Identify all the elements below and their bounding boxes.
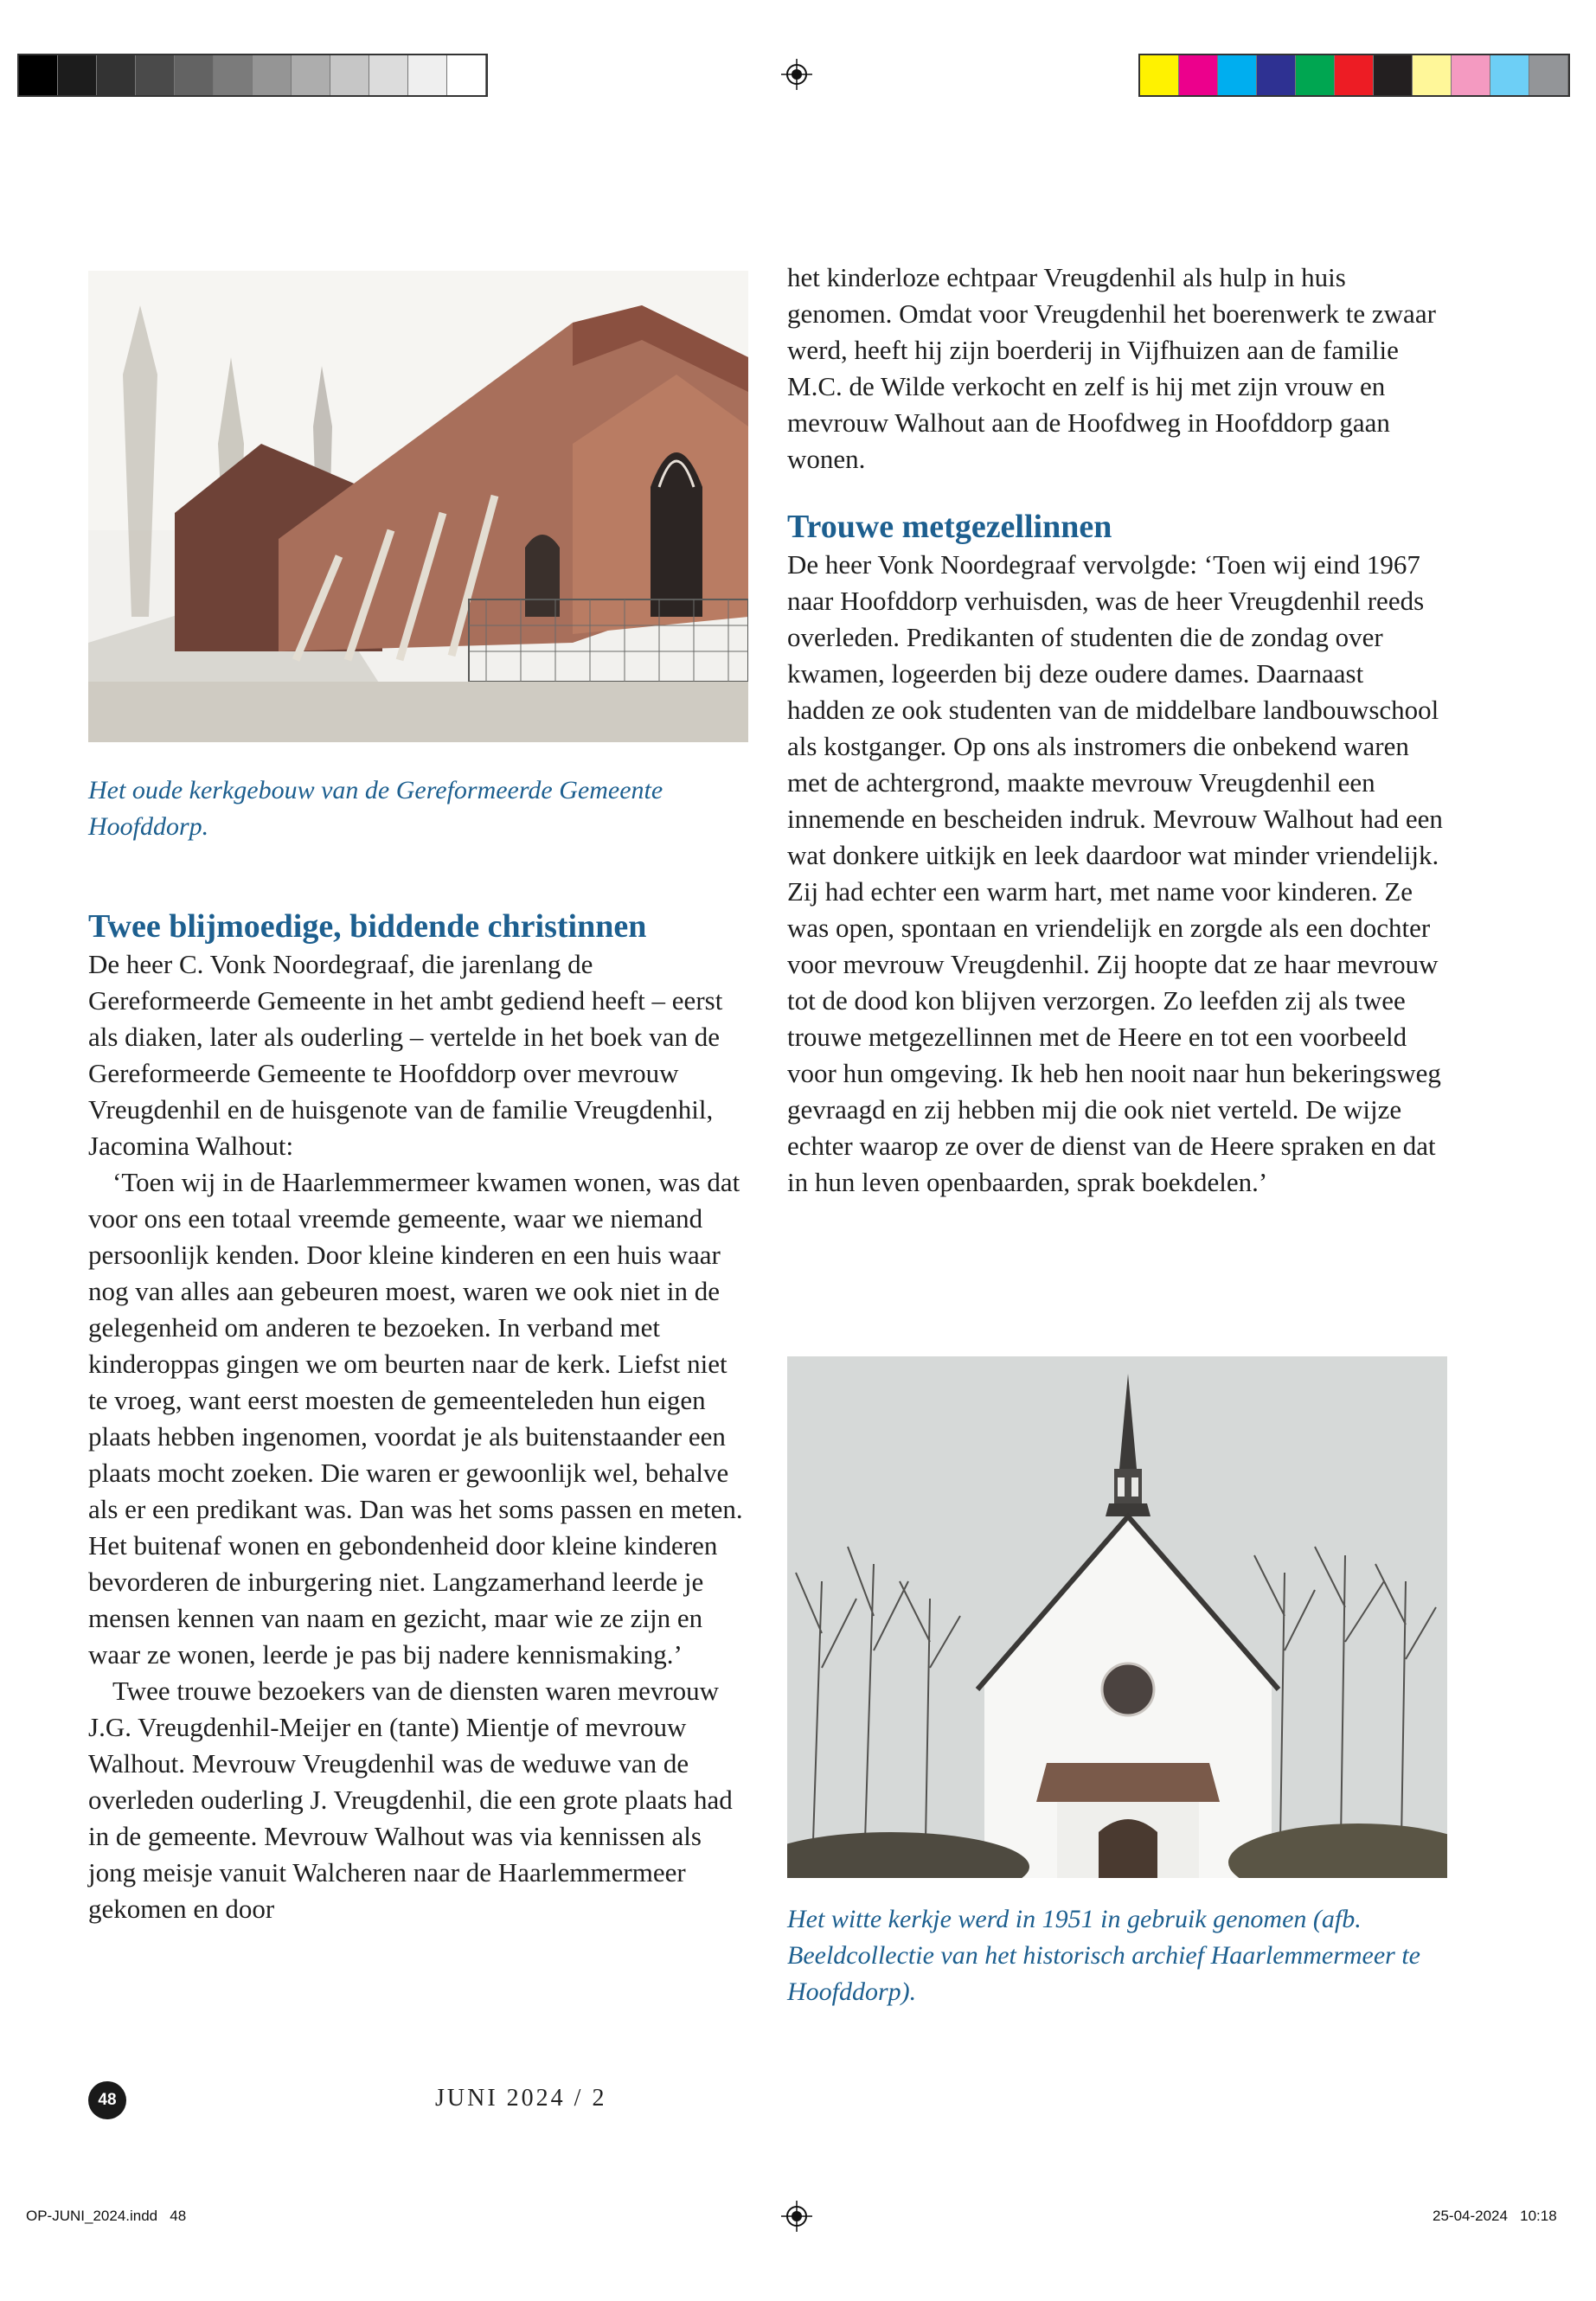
- gray-swatch-9: [330, 55, 369, 95]
- color-swatch-1: [1140, 55, 1179, 95]
- color-swatch-7: [1374, 55, 1413, 95]
- registration-mark-top: [781, 59, 812, 90]
- color-swatch-8: [1413, 55, 1452, 95]
- gray-swatch-6: [214, 55, 253, 95]
- old-church-photo: [88, 271, 748, 742]
- gray-swatch-7: [253, 55, 292, 95]
- color-swatch-6: [1335, 55, 1374, 95]
- section-heading-christinnen: Twee blijmoedige, biddende christinnen: [88, 908, 647, 945]
- white-church-caption: Het witte kerkje werd in 1951 in gebruik genomen (afb. Beeldcollectie van het historisch archief Haarlemmermeer te Hoofddorp).: [787, 1905, 1420, 2006]
- color-swatch-4: [1257, 55, 1296, 95]
- color-swatch-5: [1296, 55, 1335, 95]
- right-column: [787, 260, 1445, 1201]
- color-swatch-9: [1452, 55, 1490, 95]
- gray-swatch-1: [19, 55, 58, 95]
- color-swatch-3: [1218, 55, 1257, 95]
- left-paragraph-1: De heer C. Vonk Noordegraaf, die jarenlang de Gereformeerde Gemeente in het ambt gediend heeft – eerst als diaken, later als ouderling – vertelde in het boek van de Gereformeerde Gemeente te Hoofddorp over mevrouw Vreugdenhil en de huisgenote van de familie Vreugdenhil, Jacomina Walhout:: [88, 949, 723, 1161]
- color-swatch-11: [1529, 55, 1568, 95]
- registration-mark-bottom: [781, 2201, 812, 2232]
- gray-swatch-10: [369, 55, 408, 95]
- left-paragraph-2: ‘Toen wij in de Haarlemmermeer kwamen wonen, was dat voor ons een totaal vreemde gemeente, waar we niemand persoonlijk kenden. Door kleine kinderen en een huis waar nog van alles aan gebeuren moest, waren we ook niet in de gelegenheid om anderen te bezoeken. In verband met kinderoppas gingen we om beurten naar de kerk. Liefst niet te vroeg, want eerst moesten de gemeenteleden hun eigen plaats hebben ingenomen, voordat je als buitenstaander een plaats mocht zoeken. Die waren er gewoonlijk wel, behalve als er een predikant was. Dan was het soms passen en meten. Het buitenaf wonen en gebondenheid door kleine kinderen bevorderen de inburgering niet. Langzamerhand leerde je mensen kennen van naam en gezicht, maar wie ze zijn en waar ze wonen, leerde je pas bij nadere kennismaking.’: [88, 1167, 743, 1670]
- white-church-photo: [787, 1356, 1447, 1878]
- slug-date-info: 25-04-2024 10:18: [1433, 2208, 1557, 2224]
- page-number-badge: 48: [88, 2081, 126, 2119]
- gray-swatch-3: [97, 55, 136, 95]
- right-paragraph-2: De heer Vonk Noordegraaf vervolgde: ‘Toen wij eind 1967 naar Hoofddorp verhuisden, was de heer Vreugdenhil reeds overleden. Predikanten of studenten die de zondag over kwamen, logeerden bij deze oudere dames. Daarnaast hadden ze ook studenten van de middelbare landbouwschool als kostganger. Op ons als instromers die onbekend waren met de achtergrond, maakte mevrouw Vreugdenhil een innemende en bescheiden indruk. Mevrouw Walhout had een wat donkere uitkijk en leek daardoor wat minder vriendelijk. Zij had echter een warm hart, met name voor kinderen. Ze was open, spontaan en vriendelijk en zorgde als een dochter voor mevrouw Vreugdenhil. Zij hoopte dat ze haar mevrouw tot de dood kon blijven verzorgen. Zo leefden zij als twee trouwe metgezellinnen met de Heere en tot een voorbeeld voor hun omgeving. Ik heb hen nooit naar hun bekeringsweg gevraagd en zij hebben mij die ook niet verteld. De wijze echter waarop ze over de dienst van de Heere spraken en dat in hun leven openbaarden, sprak boekdelen.’: [787, 549, 1443, 1197]
- gray-swatch-11: [408, 55, 447, 95]
- right-paragraph-1: het kinderloze echtpaar Vreugdenhil als hulp in huis genomen. Omdat voor Vreugdenhil het boerenwerk te zwaar werd, heeft hij zijn boerderij in Vijfhuizen aan de familie M.C. de Wilde verkocht en zelf is hij met zijn vrouw en mevrouw Walhout aan de Hoofdweg in Hoofddorp gaan wonen.: [787, 262, 1436, 474]
- section-heading-metgezellinnen: Trouwe metgezellinnen: [787, 509, 1112, 545]
- gray-swatch-4: [136, 55, 175, 95]
- issue-label: JUNI 2024 / 2: [435, 2085, 607, 2112]
- gray-swatch-2: [58, 55, 97, 95]
- gray-swatch-8: [292, 55, 330, 95]
- slug-file-info: OP-JUNI_2024.indd 48: [26, 2208, 187, 2224]
- color-swatch-10: [1490, 55, 1529, 95]
- left-paragraph-3: Twee trouwe bezoekers van de diensten waren mevrouw J.G. Vreugdenhil-Meijer en (tante) Mientje of mevrouw Walhout. Mevrouw Vreugdenhil was de weduwe van de overleden ouderling J. Vreugdenhil, die een grote plaats had in de gemeente. Mevrouw Walhout was via kennissen als jong meisje vanuit Walcheren naar de Haarlemmermeer gekomen en door: [88, 1676, 733, 1924]
- color-calibration-bar: [1138, 54, 1570, 97]
- left-column: [88, 907, 753, 1927]
- gray-swatch-12: [447, 55, 486, 95]
- gray-swatch-5: [175, 55, 214, 95]
- grayscale-calibration-bar: [17, 54, 488, 97]
- old-church-caption: Het oude kerkgebouw van de Gereformeerde Gemeente Hoofddorp.: [88, 776, 663, 841]
- color-swatch-2: [1179, 55, 1218, 95]
